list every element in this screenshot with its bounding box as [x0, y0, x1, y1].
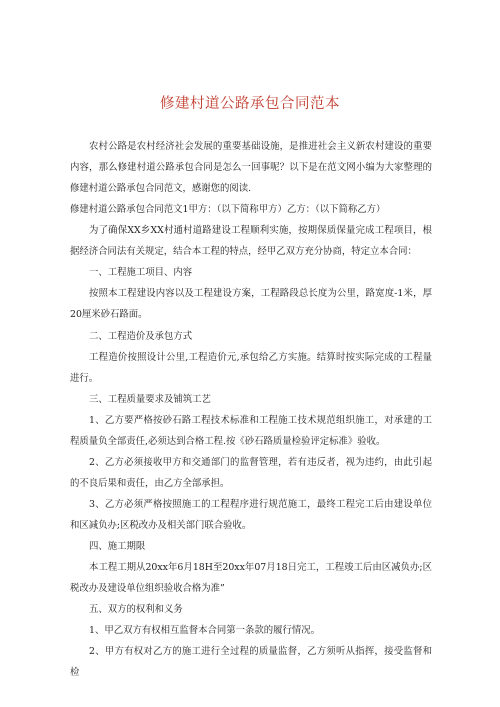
intro-paragraph: 农村公路是农村经济社会发展的重要基础设施，是推进社会主义新农村建设的重要内容，那么修建村道公路承包合同是怎么一回事呢？以下是在范文网小编为大家整理的修建村道公路承包合同范文，感谢您的阅读. — [70, 141, 432, 194]
preamble-paragraph: 为了确保XX乡XX村通村道路建设工程顺利实施，按期保质保量完成工程项目，根据经济合同法有关规定，结合本工程的特点，经甲乙双方充分协商，特定立本合同： — [70, 225, 432, 257]
section-2-heading: 二、工程造价及承包方式 — [89, 331, 193, 342]
section-5-item-1: 1、甲乙双方有权相互监督本合同第一条款的履行情况。 — [89, 625, 320, 636]
section-3-item-1: 1、乙方要严格按砂石路工程技术标准和工程施工技术规范组织施工，对承建的工程质量负全部责任,必须达到合格工程.按《砂石路质量检验评定标准》验收。 — [70, 415, 432, 447]
section-1-body: 按照本工程建设内容以及工程建设方案，工程路段总长度为公里，路宽度-1米，厚20厘米砂石路面。 — [70, 288, 432, 320]
section-5-item-2: 2、甲方有权对乙方的施工进行全过程的质量监督，乙方须听从指挥，接受监督和检 — [70, 646, 432, 678]
section-2-body: 工程造价按照设计公里,工程造价元,承包给乙方实施。结算时按实际完成的工程量进行。 — [70, 352, 432, 384]
section-3-heading: 三、工程质量要求及铺筑工艺 — [89, 394, 211, 405]
section-3-item-3: 3、乙方必须严格按照施工的工程程序进行规范施工，最终工程完工后由建设单位和区减负办;区税改办及相关部门联合验收。 — [70, 499, 432, 531]
section-1-heading: 一、工程施工项目、内容 — [89, 267, 193, 278]
contract-parties-line: 修建村道公路承包合同范文1甲方：（以下简称甲方）乙方：（以下简称乙方） — [70, 204, 386, 215]
section-4-body: 本工程工期从20xx年6月18H至20xx年07月18日完工，工程竣工后由区减负办;区税改办及建设单位组织验收合格为准” — [70, 562, 432, 594]
section-3-item-2: 2、乙方必须接收甲方和交通部门的监督管理，若有违反者，视为违约，由此引起的不良后果和责任，由乙方全部承担。 — [70, 457, 432, 489]
document-title: 修建村道公路承包合同范本 — [160, 96, 340, 112]
section-4-heading: 四、施工期限 — [89, 541, 146, 552]
section-5-heading: 五、双方的权利和义务 — [89, 604, 183, 615]
